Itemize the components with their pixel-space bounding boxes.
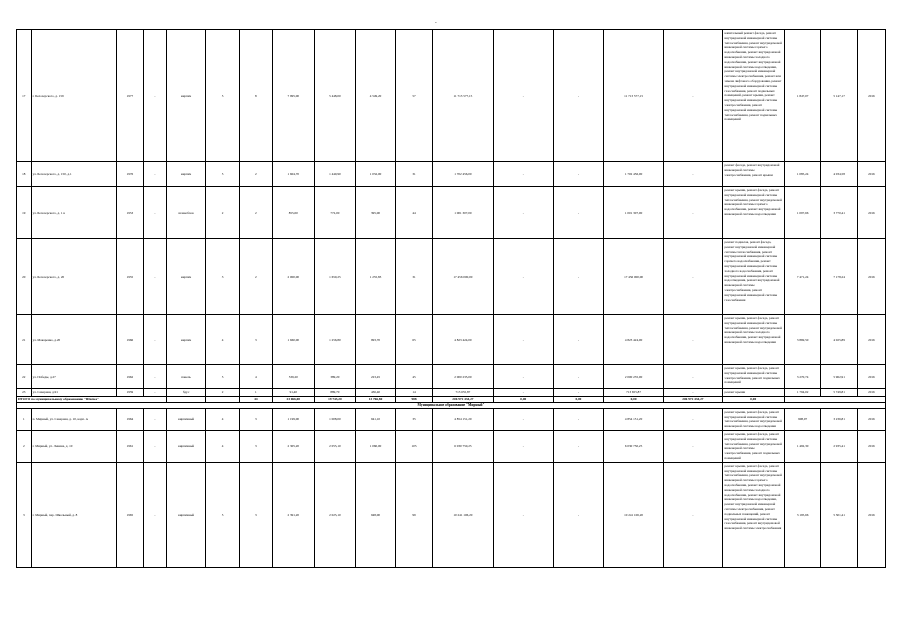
cell-cost: 1 001 307,00 (433, 187, 493, 239)
cell-s1: 2 391,20 (272, 462, 314, 567)
capital-repair-table (16, 29, 886, 568)
table-row (17, 389, 886, 397)
cell-s1: 855,00 (272, 187, 314, 239)
cell-c3: 1 001 307,00 (603, 187, 663, 239)
cell-s2: 389,20 (314, 365, 356, 389)
cell-works: ремонт крыши, ремонт фасада, ремонт внутридомовой инженерной системы теплоснабжения, ремонт внутридомовой инженерной системы водоотведения (722, 408, 784, 430)
cell-a: - (143, 365, 166, 389)
cell-addr: ул. Белозерского, д. 1 в (31, 187, 116, 239)
cell-year: 1966 (116, 315, 143, 365)
cell-n: 19 (17, 187, 32, 239)
cell-people: 31 (395, 239, 432, 315)
cell-c4: - (664, 30, 722, 162)
cell-n: 21 (17, 315, 32, 365)
total-entr: 44 (239, 396, 272, 402)
cell-c1: - (493, 162, 553, 187)
cell-yr: 2016 (857, 239, 885, 315)
cell-s3: 1 060,00 (356, 430, 396, 462)
cell-yr: 2016 (857, 30, 885, 162)
cell-yr: 2016 (857, 430, 885, 462)
cell-floors: 2 (206, 187, 239, 239)
cell-works: ремонт крыши (722, 389, 784, 397)
cell-s1: 7 995,00 (272, 30, 314, 162)
cell-s3: 223,45 (356, 365, 396, 389)
cell-works: ремонт фасада, ремонт внутридомовой инженерной системы электроснабжения, ремонт крыши (722, 162, 784, 187)
cell-c1: - (493, 430, 553, 462)
total-s1: 23 066,00 (272, 396, 314, 402)
cell-v1: 1 794,02 (784, 389, 820, 397)
cell-mat: панель (166, 365, 206, 389)
cell-v1: 1 492,30 (784, 430, 820, 462)
cell-c3: 11 713 577,15 (603, 30, 663, 162)
cell-c3: 4 854 151,20 (603, 408, 663, 430)
cell-a: - (143, 315, 166, 365)
cell-c4: - (664, 239, 722, 315)
cell-c1: - (493, 187, 553, 239)
cell-floors: 4 (206, 315, 239, 365)
cell-floors: 5 (206, 162, 239, 187)
table-row (17, 30, 886, 162)
cell-floors: 3 (206, 239, 239, 315)
cell-works: ремонт крыши, ремонт фасада, ремонт внутридомовой инженерной системы теплоснабжения, ремонт внутридомовой инженерной системы горячего водоснабжения, ремонт внутридомовой инженерной системы холодного водоснабжения, ремонт внутридомовой инженерной системы водоотведения, ремонт внутридомовой инженерной системы электроснабжения, ремонт подвальных помещений, ремонт внутридомовой инженерной системы газоснабжения, ремонт внутридомовой инженерной системы электроснабжения (722, 462, 784, 567)
table-row (17, 187, 886, 239)
cell-n: 23 (17, 389, 32, 397)
cell-v2: 5 962,91 (821, 365, 857, 389)
cell-addr: г. Белозерского, д. 159 (31, 30, 116, 162)
cell-addr: ул. Белозерского, д. 20 (31, 239, 116, 315)
cell-mat: шлакоблок (166, 187, 206, 239)
cell-floors: 5 (206, 365, 239, 389)
cell-entr: 3 (239, 462, 272, 567)
total-c4: 206 972 434,27 (664, 396, 722, 402)
cell-a: - (143, 462, 166, 567)
cell-entr: 8 (239, 30, 272, 162)
cell-c1: - (493, 365, 553, 389)
cell-entr: 3 (239, 315, 272, 365)
table-row (17, 315, 886, 365)
cell-a: - (143, 162, 166, 187)
cell-floors: 5 (206, 30, 239, 162)
cell-addr: ул. Северная, д.91 (31, 389, 116, 397)
cell-addr: п. Мирный, ул. Северная, д. 10, корп. А (31, 408, 116, 430)
cell-yr: 2016 (857, 462, 885, 567)
cell-c3: 6 030 750,25 (603, 430, 663, 462)
total-c1: 0,00 (493, 396, 553, 402)
cell-s2: 5 448,00 (314, 30, 356, 162)
cell-year: 1959 (116, 389, 143, 397)
cell-s1: 539,20 (272, 365, 314, 389)
cell-c4: - (664, 187, 722, 239)
cell-n: 18 (17, 162, 32, 187)
cell-a: - (143, 430, 166, 462)
cell-s2: 2 055,10 (314, 430, 356, 462)
cell-people: 31 (395, 162, 432, 187)
cell-a: - (143, 187, 166, 239)
cell-s2: 1 440,90 (314, 162, 356, 187)
cell-v2: 5 301,41 (821, 462, 857, 567)
cell-floors: 5 (206, 462, 239, 567)
total-c2: 0,00 (553, 396, 603, 402)
cell-c2: - (553, 408, 603, 430)
cell-yr: 2016 (857, 408, 885, 430)
total-cost: 206 972 434,27 (433, 396, 493, 402)
cell-works: ремонт подвалов, ремонт фасада, ремонт внутридомовой инженерной системы теплоснабжения, ремонт внутридомовой инженерной системы горячего водоснабжения, ремонт внутридомовой инженерной системы холодного водоснабжения, ремонт внутридомовой инженерной системы водоотведения, ремонт внутридомовой инженерной системы электроснабжения, ремонт внутридомовой инженерной системы газоснабжения (722, 239, 784, 315)
cell-cost: 4 854 151,20 (433, 408, 493, 430)
cell-s2: 1 008,00 (314, 408, 356, 430)
cell-entr: 3 (239, 408, 272, 430)
cell-c3: 1 702 456,00 (603, 162, 663, 187)
cell-mat: кирпич (166, 30, 206, 162)
cell-a: - (143, 389, 166, 397)
cell-c4: - (664, 430, 722, 462)
cell-c4: - (664, 162, 722, 187)
total-s3: 13 766,80 (356, 396, 396, 402)
cell-v1: 1 847,07 (784, 30, 820, 162)
table-row (17, 408, 886, 430)
cell-cost: 2 000 235,00 (433, 365, 493, 389)
cell-people: 35 (395, 408, 432, 430)
cell-c2: - (553, 162, 603, 187)
cell-people: 44 (395, 187, 432, 239)
cell-addr: г. Мирный, пер. Школьный, д. 8 (31, 462, 116, 567)
cell-c2: - (553, 365, 603, 389)
cell-c2: - (553, 389, 603, 397)
cell-n: 22 (17, 365, 32, 389)
cell-v1: 1 097,66 (784, 187, 820, 239)
total-label: ИТОГО по муниципальному образованию "Шилка" (17, 396, 167, 402)
cell-entr: 1 (239, 389, 272, 397)
cell-c4: - (664, 365, 722, 389)
cell-people: 57 (395, 30, 432, 162)
cell-year: 1961 (116, 430, 143, 462)
cell-s3: 1 032,00 (356, 162, 396, 187)
cell-people: 99 (395, 462, 432, 567)
cell-v2: 4 034,58 (821, 162, 857, 187)
cell-n: 2 (17, 430, 32, 462)
cell-s2: 772,00 (314, 187, 356, 239)
cell-c2: - (553, 315, 603, 365)
cell-c3: 10 241 106,20 (603, 462, 663, 567)
total-s2: 19 743,20 (314, 396, 356, 402)
cell-s3: 436,40 (356, 389, 396, 397)
cell-yr: 2016 (857, 162, 885, 187)
cell-a: - (143, 408, 166, 430)
cell-v2: 5 749,81 (821, 389, 857, 397)
cell-c1: - (493, 408, 553, 430)
cell-year: 1964 (116, 408, 143, 430)
cell-s3: 4 549,20 (356, 30, 396, 162)
cell-c4: - (664, 315, 722, 365)
cell-n: 20 (17, 239, 32, 315)
cell-addr: ул. Победы, д.27 (31, 365, 116, 389)
cell-mat: кирпичный (166, 462, 206, 567)
cell-c1: - (493, 30, 553, 162)
cell-v2: 4 025,89 (821, 315, 857, 365)
cell-year: 1962 (116, 365, 143, 389)
cell-v2: 5 147,17 (821, 30, 857, 162)
page-number-mark: - (435, 21, 437, 26)
cell-c2: - (553, 187, 603, 239)
cell-s3: 948,00 (356, 462, 396, 567)
cell-v1: 1 085,24 (784, 162, 820, 187)
table-row (17, 162, 886, 187)
cell-works: капитальный ремонт фасада, ремонт внутридомовой инженерной системы теплоснабжения, ремонт внутридомовой инженерной системы горячего водоснабжения, ремонт внутридомовой инженерной системы холодного водоснабжения, ремонт внутридомовой инженерной системы водоотведения, ремонт внутридомовой инженерной системы электроснабжения, ремонт или замена лифтового оборудования, ремонт внутридомовой инженерной системы газоснабжения, ремонт подвальных помещений, ремонт крыши, ремонт внутридомовой инженерной системы электроснабжения, ремонт внутридомовой инженерной системы теплоснабжения, ремонт подвальных помещений (722, 30, 784, 162)
table-row (17, 462, 886, 567)
cell-s1: 91,40 (272, 389, 314, 397)
cell-a: - (143, 239, 166, 315)
cell-s3: 941,10 (356, 408, 396, 430)
cell-cost: 713 655,87 (433, 389, 493, 397)
cell-s3: 993,70 (356, 315, 396, 365)
cell-year: 1965 (116, 462, 143, 567)
cell-c2: - (553, 430, 603, 462)
total-people: 988 (395, 396, 432, 402)
cell-yr: 2016 (857, 389, 885, 397)
cell-cost: 10 241 106,20 (433, 462, 493, 567)
cell-c4: - (664, 389, 722, 397)
cell-cost: 6 030 750,25 (433, 430, 493, 462)
cell-mat: брус (166, 389, 206, 397)
cell-v2: 3 770,41 (821, 187, 857, 239)
cell-c2: - (553, 462, 603, 567)
table-row (17, 239, 886, 315)
cell-works: ремонт крыши, ремонт фасада, ремонт внутридомовой инженерной системы теплоснабжения, ремонт внутридомовой инженерной системы холодного водоснабжения, ремонт внутридомовой инженерной системы водоотведения (722, 315, 784, 365)
cell-c3: 17 456 000,00 (603, 239, 663, 315)
cell-v1: 7 471,24 (784, 239, 820, 315)
cell-s3: 1 255,83 (356, 239, 396, 315)
cell-entr: 2 (239, 239, 272, 315)
cell-s1: 2 305,20 (272, 430, 314, 462)
cell-cost: 1 702 456,00 (433, 162, 493, 187)
cell-c3: 2 000 235,00 (603, 365, 663, 389)
cell-a: - (143, 30, 166, 162)
total-c3: 0,00 (603, 396, 663, 402)
cell-entr: 2 (239, 187, 272, 239)
cell-v2: 7 178,24 (821, 239, 857, 315)
cell-c1: - (493, 389, 553, 397)
cell-c1: - (493, 239, 553, 315)
cell-v1: 3 195,66 (784, 462, 820, 567)
cell-c3: 4 823 424,00 (603, 315, 663, 365)
cell-mat: кирпич (166, 239, 206, 315)
cell-c2: - (553, 30, 603, 162)
cell-s2: 1 650,25 (314, 239, 356, 315)
cell-mat: кирпичный (166, 430, 206, 462)
cell-entr: 3 (239, 430, 272, 462)
cell-s1: 1 604,70 (272, 162, 314, 187)
cell-v1: 3 869,50 (784, 315, 820, 365)
cell-s1: 1 199,00 (272, 408, 314, 430)
cell-people: 65 (395, 315, 432, 365)
cell-s2: 2 025,10 (314, 462, 356, 567)
table-row (17, 365, 886, 389)
total-c5: 0,00 (722, 396, 784, 402)
cell-cost: 11 713 577,15 (433, 30, 493, 162)
cell-year: 1953 (116, 187, 143, 239)
cell-n: 17 (17, 30, 32, 162)
cell-works: ремонт крыши, ремонт фасада, ремонт внутридомовой инженерной системы теплоснабжения, ремонт внутридомовой инженерной системы горячего водоснабжения, ремонт внутридомовой инженерной системы водоотведения (722, 187, 784, 239)
cell-mat: кирпич (166, 162, 206, 187)
cell-c1: - (493, 315, 553, 365)
cell-v2: 3 236,81 (821, 408, 857, 430)
cell-addr: г. Мирный, ул. Ленина, д. 10 (31, 430, 116, 462)
cell-mat: кирпичный (166, 408, 206, 430)
section-title: Муниципальное образование "Мирный" (17, 402, 886, 408)
cell-floors: 4 (206, 430, 239, 462)
cell-year: 1976 (116, 162, 143, 187)
cell-s3: 395,00 (356, 187, 396, 239)
cell-c1: - (493, 462, 553, 567)
cell-s1: 2 000,00 (272, 239, 314, 315)
cell-yr: 2016 (857, 187, 885, 239)
cell-works: ремонт крыши, ремонт фасада, ремонт внутридомовой инженерной системы электроснабжения, ремонт подвальных помещений (722, 365, 784, 389)
cell-people: 14 (395, 389, 432, 397)
cell-c2: - (553, 239, 603, 315)
cell-mat: кирпич (166, 315, 206, 365)
cell-yr: 2016 (857, 315, 885, 365)
cell-c4: - (664, 408, 722, 430)
cell-s1: 1 660,00 (272, 315, 314, 365)
cell-people: 45 (395, 365, 432, 389)
cell-entr: 2 (239, 162, 272, 187)
cell-c3: 713 655,87 (603, 389, 663, 397)
cell-people: 105 (395, 430, 432, 462)
cell-works: ремонт крыши, ремонт фасада, ремонт внутридомовой инженерной системы теплоснабжения, ремонт внутридомовой инженерной системы электроснабжения, ремонт подвальных помещений (722, 430, 784, 462)
cell-n: 1 (17, 408, 32, 430)
cell-v1: 908,07 (784, 408, 820, 430)
cell-cost: 17 456 000,00 (433, 239, 493, 315)
cell-entr: 4 (239, 365, 272, 389)
cell-v2: 2 935,41 (821, 430, 857, 462)
cell-floors: 2 (206, 389, 239, 397)
cell-v1: 3 270,74 (784, 365, 820, 389)
cell-yr: 2016 (857, 365, 885, 389)
cell-year: 1955 (116, 239, 143, 315)
cell-addr: ул. Белозерского, д. 150, д.1 (31, 162, 116, 187)
cell-c4: - (664, 462, 722, 567)
cell-s2: 889,70 (314, 389, 356, 397)
table-row (17, 430, 886, 462)
cell-n: 3 (17, 462, 32, 567)
cell-s2: 1 256,80 (314, 315, 356, 365)
cell-year: 1977 (116, 30, 143, 162)
cell-cost: 4 823 424,00 (433, 315, 493, 365)
cell-addr: ул. Макаренко, д.20 (31, 315, 116, 365)
cell-floors: 4 (206, 408, 239, 430)
